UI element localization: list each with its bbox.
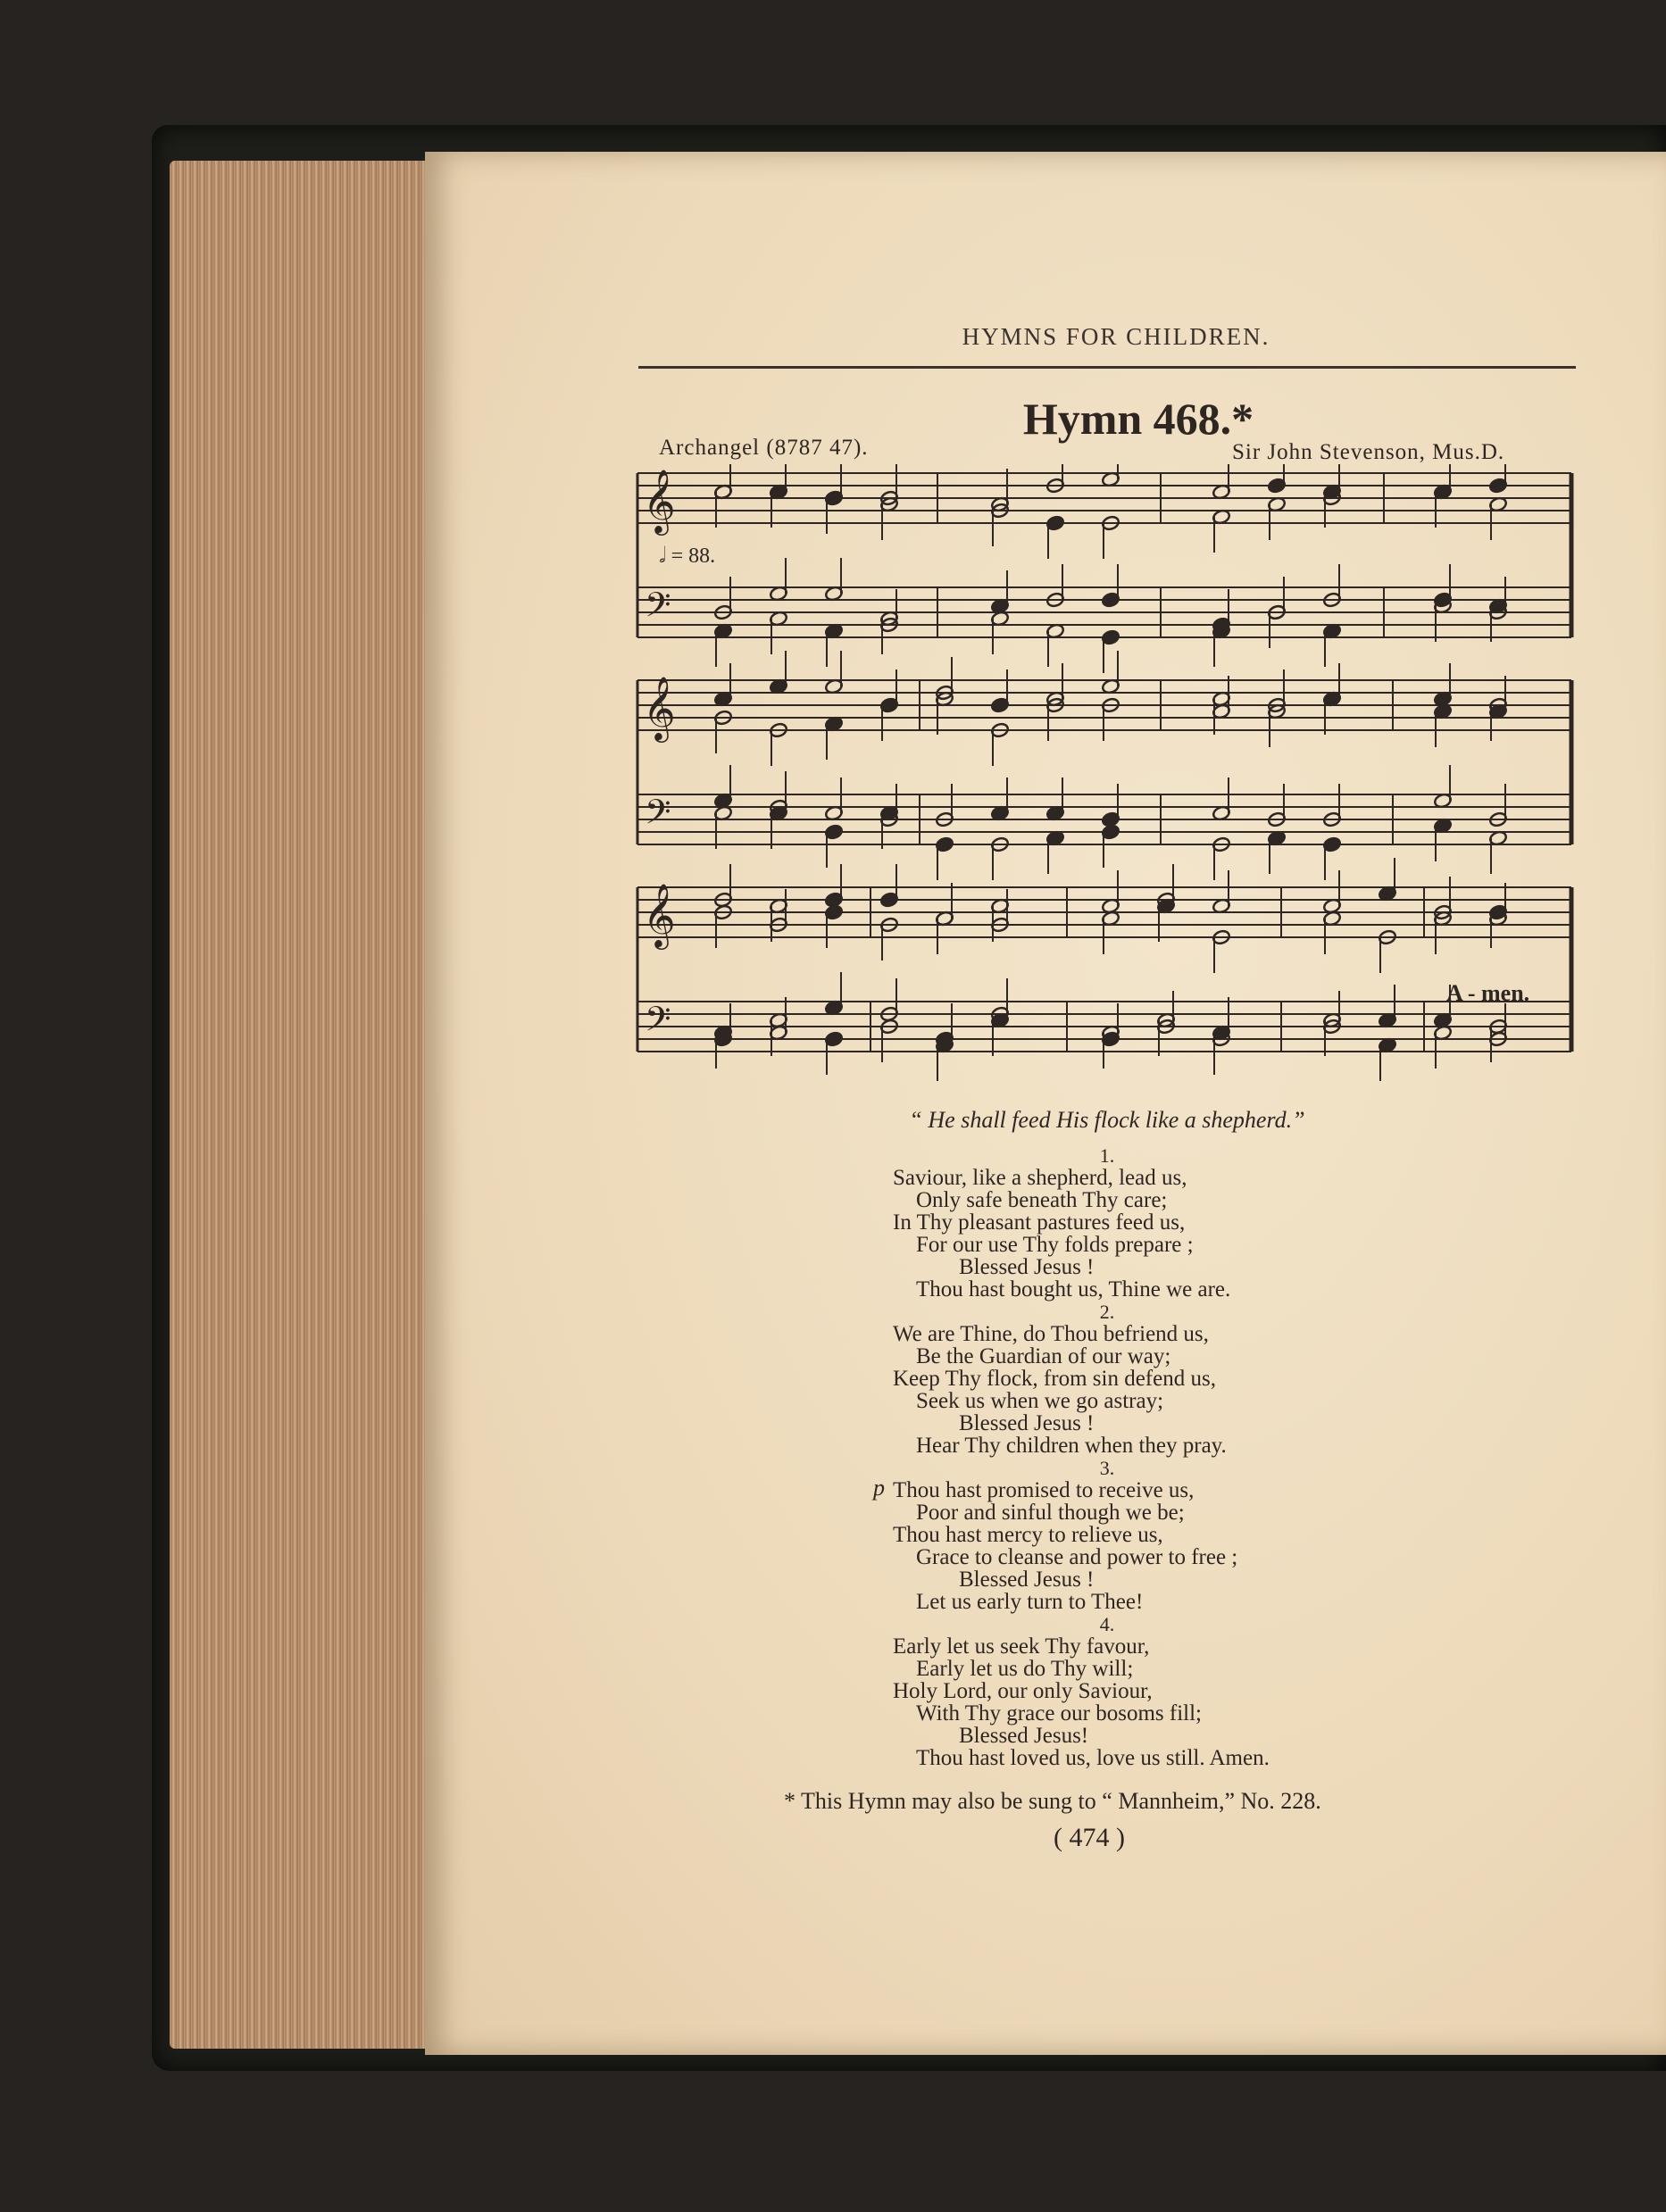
verse-line: Seek us when we go astray; <box>916 1389 1164 1413</box>
verse-line: Only safe beneath Thy care; <box>916 1188 1168 1212</box>
verse-line: Keep Thy flock, from sin defend us, <box>893 1367 1216 1391</box>
svg-text:𝄢: 𝄢 <box>645 999 671 1047</box>
verse <box>893 1144 1321 1301</box>
verse-line: In Thy pleasant pastures feed us, <box>893 1210 1186 1235</box>
verse-line: With Thy grace our bosoms fill; <box>916 1701 1203 1726</box>
footnote: * This Hymn may also be sung to “ Mannheim,” No. 228. <box>784 1788 1321 1814</box>
hymn-title: Hymn 468.* <box>1022 394 1254 444</box>
verse-line: Thou hast bought us, Thine we are. <box>916 1277 1231 1301</box>
verse-number: 4. <box>1099 1613 1115 1635</box>
dynamic-mark: p <box>873 1475 885 1501</box>
svg-text:𝄞: 𝄞 <box>643 675 676 740</box>
verse-line: We are Thine, do Thou befriend us, <box>893 1322 1209 1346</box>
verse-number: 3. <box>1099 1457 1115 1479</box>
verse-line: Blessed Jesus! <box>959 1724 1089 1748</box>
verse-number: 1. <box>1099 1144 1115 1167</box>
verse-line: Early let us do Thy will; <box>916 1657 1134 1681</box>
metronome-mark: 𝅗𝅥 = 88. <box>659 545 716 568</box>
verse-line: Thou hast promised to receive us, <box>893 1478 1195 1502</box>
verse-line: Saviour, like a shepherd, lead us, <box>893 1166 1187 1190</box>
composer: Sir John Stevenson, Mus.D. <box>1232 440 1505 464</box>
page-number: ( 474 ) <box>1054 1823 1125 1852</box>
svg-text:𝄢: 𝄢 <box>645 585 671 633</box>
verse-line: Poor and sinful though we be; <box>916 1501 1185 1525</box>
verse <box>893 1301 1321 1457</box>
music-score <box>625 464 1589 1107</box>
verse-line: Blessed Jesus ! <box>959 1411 1095 1435</box>
verse-line: Blessed Jesus ! <box>959 1255 1095 1279</box>
verse-line: Blessed Jesus ! <box>959 1568 1095 1592</box>
header-rule <box>638 366 1576 369</box>
running-head: HYMNS FOR CHILDREN. <box>962 323 1270 350</box>
page-edges <box>170 161 429 2049</box>
verse-line: Let us early turn to Thee! <box>916 1590 1144 1614</box>
verse <box>893 1457 1321 1613</box>
verse-line: Thou hast loved us, love us still. Amen. <box>916 1746 1270 1770</box>
verse-line: Be the Guardian of our way; <box>916 1344 1171 1368</box>
verse-line: Holy Lord, our only Saviour, <box>893 1679 1153 1703</box>
verse-line: Thou hast mercy to relieve us, <box>893 1523 1163 1547</box>
verse-line: Hear Thy children when they pray. <box>916 1434 1227 1458</box>
verse-line: For our use Thy folds prepare ; <box>916 1233 1194 1257</box>
verse-line: Grace to cleanse and power to free ; <box>916 1545 1238 1569</box>
verse-number: 2. <box>1099 1301 1115 1323</box>
svg-text:𝄞: 𝄞 <box>643 468 676 533</box>
svg-text:𝄢: 𝄢 <box>645 792 671 840</box>
svg-text:𝄞: 𝄞 <box>643 882 676 947</box>
verse <box>893 1613 1321 1769</box>
verse-line: Early let us seek Thy favour, <box>893 1634 1150 1659</box>
hymn-motto: “ He shall feed His flock like a shepherd.” <box>909 1107 1305 1133</box>
tune-name: Archangel (8787 47). <box>659 436 869 460</box>
amen-syllables: A - men. <box>1446 980 1530 1006</box>
verses <box>893 1144 1321 1769</box>
